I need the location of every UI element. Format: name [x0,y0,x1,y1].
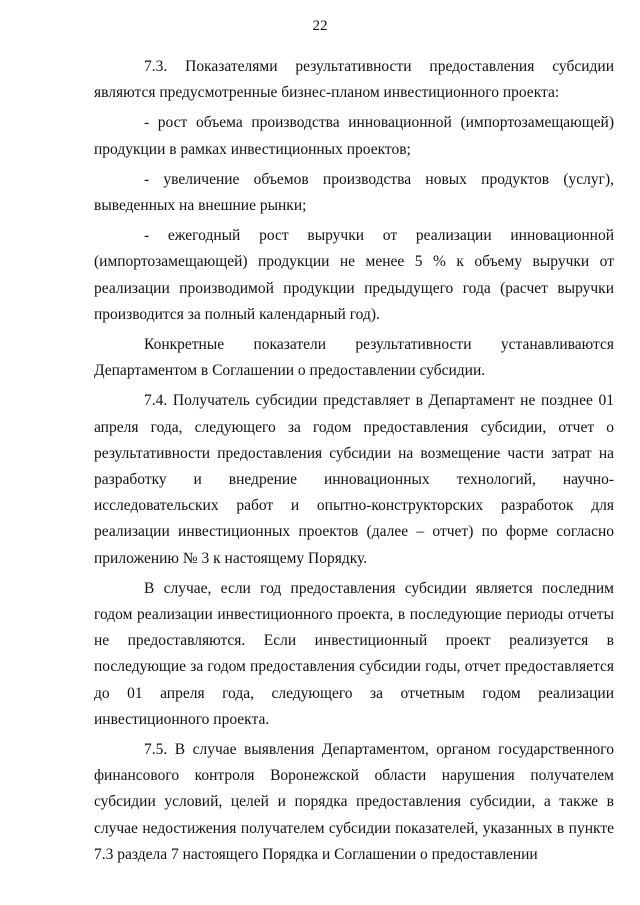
paragraph-specific-indicators: Конкретные показатели результативности устанавливаются Департаментом в Соглашении о предоставлении субсидии. [94,336,614,380]
paragraph-last-year-case: В случае, если год предоставления субсидии является последним годом реализации инвестиционного проекта, в последующие периоды отчеты не предоставляются. Если инвестиционный проект реализуется в последующие за годом предоставления субсидии годы, отчет предоставляется до 01 апреля года, следующего за отчетным годом реализации инвестиционного проекта. [94,579,614,728]
list-item-revenue-growth: - ежегодный рост выручки от реализации инновационной (импортозамещающей) продукции не менее 5 % к объему выручки от реализации производимой продукции предыдущего года (расчет выручки производится за полный календарный год). [94,227,614,323]
paragraph-7-4: 7.4. Получатель субсидии представляет в Департамент не позднее 01 апреля года, следующего за годом предоставления субсидии, отчет о результативности предоставления субсидии на возмещение части затрат на разработку и внедрение инновационных технологий, научно-исследовательских работ и опытно-конструкторских разработок для реализации инвестиционных проектов (далее – отчет) по форме согласно приложению № 3 к настоящему Порядку. [94,392,614,567]
document-body [94,54,614,868]
list-item-production-growth: - рост объема производства инновационной (импортозамещающей) продукции в рамках инвестиционных проектов; [94,114,614,158]
paragraph-7-3: 7.3. Показателями результативности предоставления субсидии являются предусмотренные бизнес-планом инвестиционного проекта: [94,58,614,102]
paragraph-7-5: 7.5. В случае выявления Департаментом, органом государственного финансового контроля Воронежской области нарушения получателем субсидии условий, целей и порядка предоставления субсидии, а также в случае недостижения получателем субсидии показателей, указанных в пункте 7.3 раздела 7 настоящего Порядка и Соглашении о предоставлении [94,741,614,863]
list-item-new-products: - увеличение объемов производства новых продуктов (услуг), выведенных на внешние рынки; [94,170,614,215]
page-number: 22 [312,18,328,34]
